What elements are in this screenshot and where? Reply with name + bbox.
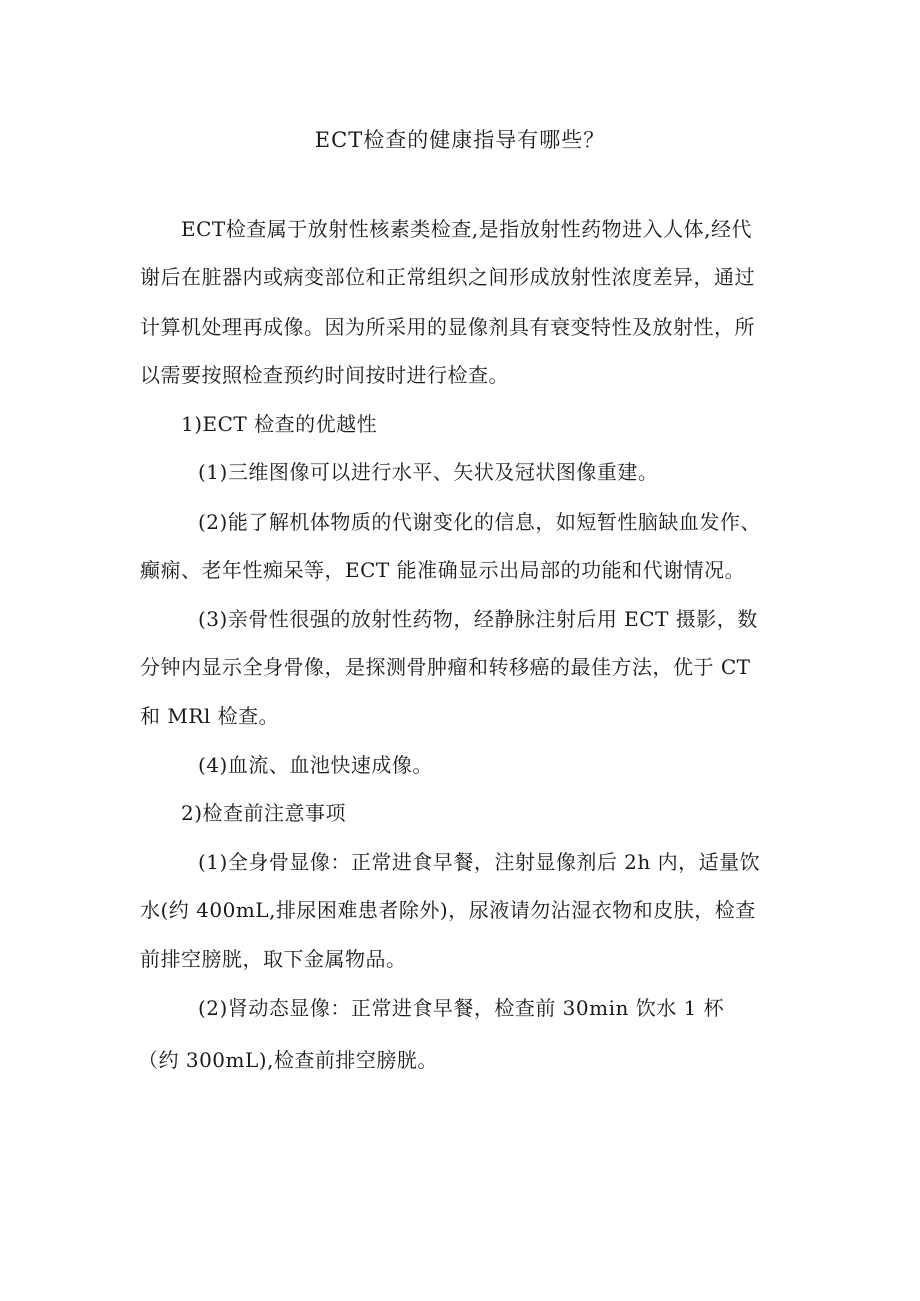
precaution-item-1-line-1: (1)全身骨显像：正常进食早餐，注射显像剂后 2h 内，适量饮 <box>198 850 761 874</box>
advantage-item-2-line-2: 癫痫、老年性痴呆等，ECT 能准确显示出局部的功能和代谢情况。 <box>140 558 746 582</box>
intro-line-1: ECT检查属于放射性核素类检查,是指放射性药物进入人体,经代 <box>181 217 752 241</box>
advantage-item-3-line-2: 分钟内显示全身骨像，是探测骨肿瘤和转移癌的最佳方法，优于 CT <box>140 655 751 679</box>
intro-line-4: 以需要按照检查预约时间按时进行检查。 <box>140 363 509 387</box>
advantage-item-2-line-1: (2)能了解机体物质的代谢变化的信息，如短暂性脑缺血发作、 <box>198 510 761 534</box>
precaution-item-2-line-2: （约 300mL),检查前排空膀胱。 <box>138 1048 438 1072</box>
advantage-item-3-line-1: (3)亲骨性很强的放射性药物，经静脉注射后用 ECT 摄影，数 <box>198 607 758 631</box>
intro-line-3: 计算机处理再成像。因为所采用的显像剂具有衰变特性及放射性，所 <box>140 315 755 339</box>
advantage-item-1: (1)三维图像可以进行水平、矢状及冠状图像重建。 <box>198 460 659 484</box>
section-heading-precautions: 2)检查前注意事项 <box>181 801 347 825</box>
advantage-item-3-line-3: 和 MRl 检查。 <box>140 704 280 728</box>
precaution-item-2-line-1: (2)肾动态显像：正常进食早餐，检查前 30min 饮水 1 杯 <box>198 996 725 1020</box>
advantage-item-4: (4)血流、血池快速成像。 <box>198 753 433 777</box>
precaution-item-1-line-2: 水(约 400mL,排尿困难患者除外)，尿液请勿沾湿衣物和皮肤，检查 <box>140 898 756 922</box>
section-heading-advantages: 1)ECT 检查的优越性 <box>181 412 378 436</box>
page-title: ECT检查的健康指导有哪些？ <box>314 128 606 152</box>
precaution-item-1-line-3: 前排空膀胱，取下金属物品。 <box>140 947 407 971</box>
intro-line-2: 谢后在脏器内或病变部位和正常组织之间形成放射性浓度差异，通过 <box>140 265 755 289</box>
